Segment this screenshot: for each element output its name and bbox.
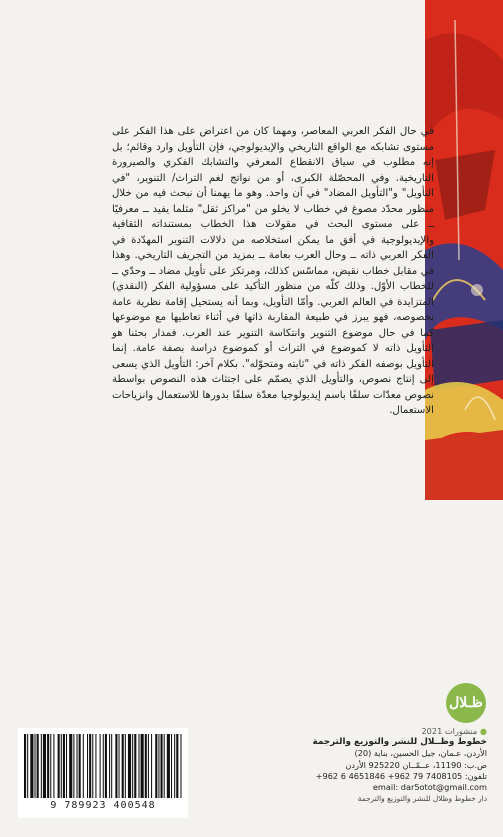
barcode-bar bbox=[35, 734, 36, 798]
barcode-bar bbox=[171, 734, 172, 798]
barcode-bar bbox=[134, 734, 136, 798]
barcode-bar bbox=[119, 734, 120, 798]
isbn-number: 9 789923 400548 bbox=[50, 800, 156, 811]
barcode-bar bbox=[79, 734, 81, 798]
barcode-bar bbox=[30, 734, 33, 798]
barcode-bar bbox=[100, 734, 101, 798]
publisher-email: email: dar5otot@gmail.com bbox=[372, 782, 487, 793]
barcode-bar bbox=[128, 734, 131, 798]
publisher-phone: تلفون: 7408105 79 962+ 4651846 6 962+ bbox=[315, 770, 487, 781]
barcode-bar bbox=[115, 734, 117, 798]
barcode-bar bbox=[122, 734, 124, 798]
barcode-bar bbox=[63, 734, 65, 798]
barcode-bar bbox=[50, 734, 51, 798]
barcode-bar bbox=[148, 734, 149, 798]
publisher-copyright: دار خطوط وظلال للنشر والتوزيع والترجمة bbox=[357, 794, 487, 804]
cover-artwork bbox=[425, 0, 503, 500]
barcode-bar bbox=[83, 734, 84, 798]
barcode-bar bbox=[158, 734, 159, 798]
barcode-bar bbox=[89, 734, 91, 798]
barcode-bar bbox=[58, 734, 60, 798]
barcode-bar bbox=[27, 734, 28, 798]
barcode-bar bbox=[47, 734, 49, 798]
barcode-bar bbox=[155, 734, 157, 798]
barcode-bar bbox=[105, 734, 107, 798]
publisher-logo bbox=[446, 683, 486, 723]
barcode-bar bbox=[37, 734, 39, 798]
barcode-bar bbox=[138, 734, 139, 798]
back-cover-blurb bbox=[112, 124, 434, 514]
barcode-bar bbox=[61, 734, 62, 798]
barcode-bar bbox=[111, 734, 112, 798]
barcode-bar bbox=[145, 734, 147, 798]
barcode-bar bbox=[77, 734, 78, 798]
barcode-bar bbox=[167, 734, 170, 798]
barcode-bar bbox=[109, 734, 110, 798]
barcode-bar bbox=[176, 734, 178, 798]
barcode-bars bbox=[24, 734, 182, 798]
barcode-bar bbox=[73, 734, 74, 798]
blurb-paragraph: في حال الفكر العربي المعاصر، ومهما كان من اعتراض على هذا الفكر على مستوى تشابكه مع الواقع التاريخي والإيديولوجي، فإن التأويل وارد وقائم؛ بل إنه مطلوب في سياق الانقطاع المعرفي والتشابك الفكري والصيرورة التاريخية. وفي المحصّلة الكبرى، أو من نواتج لغم التراث/ التنوير، "في التأويل" و"التأويل المضاد" في آن واحد. وهو ما يهمنا أن نبحث فيه من خلال منظور محدّد مصوغ في خطاب لا يخلو من "مراكز ثقل" مثلما يفيد ــ معرفيًا ــ على مستوى البحث في مقولات هذا الخطاب بمستنداته الثقافية والإيديولوجية في أفق ما يمكن استخلاصه من دلالات التنوير المهدّدة في الفكر العربي ذاته ــ وحال العرب بعامة ــ بمزيد من التجريف التاريخي. وهذا في مقابل خطاب نقيض، مماسّس كذلك، ومرتكز على تأويل مضاد ــ وحدّي ــ للخطاب الأوّل. وذلك كلّه من منظور التأكيد على مسؤولية الفكر (النقدي) المتزايدة في العالم العربي. وأمّا التأويل، وبما أنه يستحيل إقامة نظرية عامة بخصوصه، فهو يبرز في طبيعة المقاربة ذاتها في أثناء تعاطيها مع موضوعها كما في حال موضوع التنوير وانتكاسة التنوير عند العرب. فمدار بحثنا هو التأويل ذاته لا كموضوع في التراث أو كموضوع دراسة بصفة عامة. إنما التأويل بوصفه الفكر ذاته في "ثابته ومتحوّله". بكلام آخر: التأويل الذي يسعى إلى إنتاج نصوص، والتأويل الذي يصمّم على اجتثاث هذه النصوص بواسطة نصوص معدّات سلفًا باسم إيديولوجيا معدّة سلفًا بدورها للاستعمال وانزياحات الاستعمال. bbox=[112, 126, 434, 416]
barcode-bar bbox=[151, 734, 152, 798]
barcode-bar bbox=[24, 734, 26, 798]
publisher-po-box: ص.ب: 11190، عــمّــان 925220 الأردن bbox=[345, 759, 487, 770]
barcode-bar bbox=[125, 734, 126, 798]
barcode-bar bbox=[53, 734, 54, 798]
barcode-bar bbox=[103, 734, 104, 798]
barcode-bar bbox=[180, 734, 181, 798]
barcode-bar bbox=[43, 734, 46, 798]
publication-year: ● منشورات 2021 bbox=[421, 726, 487, 736]
publisher-address: الأردن، عـمان، جبل الحسين، بناية (20) bbox=[354, 748, 487, 759]
barcode-bar bbox=[132, 734, 133, 798]
barcode-bar bbox=[141, 734, 144, 798]
publisher-info bbox=[232, 726, 487, 804]
isbn-barcode bbox=[18, 728, 188, 818]
publisher-name: خطوط وظــلال للنشر والتوزيع والترجمة bbox=[312, 737, 487, 748]
barcode-bar bbox=[95, 734, 96, 798]
barcode-bar bbox=[66, 734, 67, 798]
barcode-bar bbox=[69, 734, 72, 798]
barcode-bar bbox=[174, 734, 175, 798]
bullet-dot-icon: ● bbox=[479, 726, 487, 736]
barcode-bar bbox=[87, 734, 88, 798]
barcode-bar bbox=[41, 734, 42, 798]
publisher-logo-text: ظـلال bbox=[449, 695, 483, 711]
barcode-bar bbox=[161, 734, 163, 798]
barcode-bar bbox=[92, 734, 93, 798]
barcode-bar bbox=[164, 734, 165, 798]
